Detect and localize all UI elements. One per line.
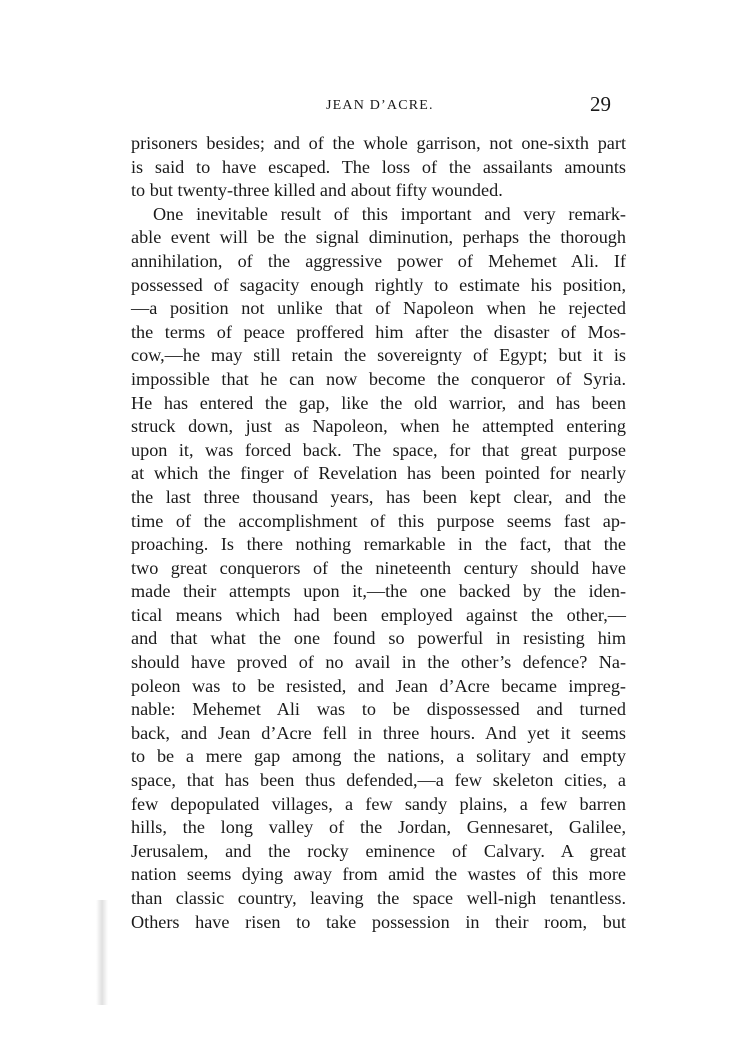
text-line: the terms of peace proffered him after the disaster of Mos- xyxy=(131,321,626,342)
text-line: cow,—he may still retain the sovereignty of Egypt; but it is xyxy=(131,345,626,366)
text-line: possessed of sagacity enough rightly to estimate his position, xyxy=(131,274,626,295)
text-line: Jerusalem, and the rocky eminence of Calvary. A great xyxy=(131,840,626,861)
text-line: prisoners besides; and of the whole garrison, not one-sixth part xyxy=(131,133,626,153)
text-line: able event will be the signal diminution, perhaps the thorough xyxy=(131,227,626,248)
text-line: time of the accomplishment of this purpose seems fast ap- xyxy=(131,510,626,531)
text-line: back, and Jean d’Acre fell in three hours. And yet it seems xyxy=(131,722,626,743)
text-line: nation seems dying away from amid the wastes of this more xyxy=(131,864,626,885)
text-line: and that what the one found so powerful in resisting him xyxy=(131,628,626,649)
text-line: tical means which had been employed against the other,— xyxy=(131,604,626,625)
text-line: One inevitable result of this important and very remark- xyxy=(153,203,626,224)
text-line: at which the finger of Revelation has been pointed for nearly xyxy=(131,463,626,484)
text-line: He has entered the gap, like the old warrior, and has been xyxy=(131,392,626,413)
text-line: than classic country, leaving the space well-nigh tenantless. xyxy=(131,888,626,908)
text-line: —a position not unlike that of Napoleon when he rejected xyxy=(131,298,626,319)
page-number: 29 xyxy=(590,92,611,116)
text-line: the last three thousand years, has been kept clear, and the xyxy=(131,486,626,507)
text-line: struck down, just as Napoleon, when he attempted entering xyxy=(131,416,626,437)
binding-shadow xyxy=(96,900,108,1005)
text-line: Others have risen to take possession in their room, but xyxy=(131,911,626,932)
text-line: to be a mere gap among the nations, a solitary and empty xyxy=(131,746,626,767)
text-line: impossible that he can now become the conqueror of Syria. xyxy=(131,368,626,389)
text-line: space, that has been thus defended,—a few skeleton cities, a xyxy=(131,770,626,791)
text-line: nable: Mehemet Ali was to be dispossessed and turned xyxy=(131,699,626,720)
text-line: hills, the long valley of the Jordan, Gennesaret, Galilee, xyxy=(131,817,626,838)
text-line: few depopulated villages, a few sandy plains, a few barren xyxy=(131,793,626,814)
running-title: JEAN D’ACRE. xyxy=(326,98,434,113)
text-line: is said to have escaped. The loss of the assailants amounts xyxy=(131,156,626,177)
text-line: to but twenty-three killed and about fifty wounded. xyxy=(131,180,503,201)
text-line: upon it, was forced back. The space, for that great purpose xyxy=(131,439,626,460)
text-line: proaching. Is there nothing remarkable in the fact, that the xyxy=(131,534,626,555)
text-line: annihilation, of the aggressive power of Mehemet Ali. If xyxy=(131,250,626,271)
text-line: should have proved of no avail in the other’s defence? Na- xyxy=(131,652,626,673)
text-line: poleon was to be resisted, and Jean d’Acre became impreg- xyxy=(131,675,626,696)
body-text xyxy=(131,132,626,934)
text-line: two great conquerors of the nineteenth century should have xyxy=(131,557,626,578)
text-line: made their attempts upon it,—the one backed by the iden- xyxy=(131,581,626,602)
